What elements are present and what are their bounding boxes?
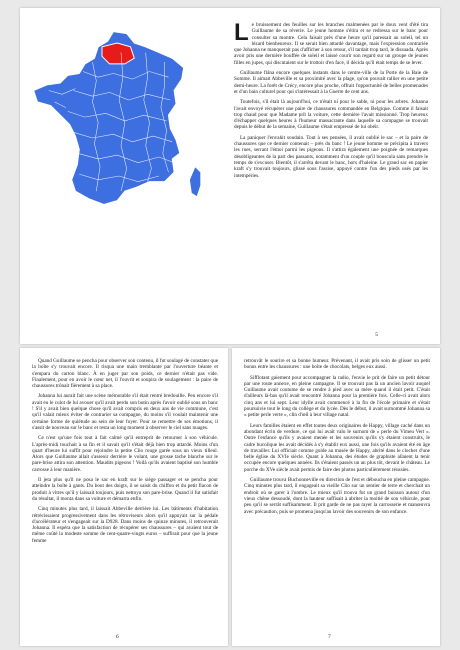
paragraph: Cinq minutes plus tard, il laissait Abbeville derrière lui. Les bâtiments d'habitation rétrécissaient progressivement dans les rétroviseurs alors qu'il appuyait sur la pédale d'accélérateur et s'engageait sur la D928. Dans moins de quinze minutes, il retrouverait Johanna. Il espéra que la satisfaction de récupérer ses chaussures – qui avaient tout de même coûté la modeste somme de cent-quatre-vingts euros – suffirait pour que la jeune femme (32, 506, 218, 544)
paragraph: Le bruissement des feuilles sur les branches malmenées par le doux vent d'été tira Guillaume de sa rêverie. Le jeune homme s'étira et se redressa sur le banc pour consulter sa montre. Cela faisait près d'une heure qu'il paressait au soleil, tel un lézard bienheureux. Il se serait bien attardé davantage, mais l'expression contrariée que Johanna ne manquerait pas d'afficher à son retour, s'il tardait trop tard, le dissuada. Après avoir pris une dernière bouffée de soleil et laissé courir son regard sur un groupe de jeunes filles en jupes, qui discutaient sur le trottoir d'en face, il décida qu'il était temps de se lever. (234, 19, 428, 66)
paragraph: retrouvât le sourire et sa bonne humeur. Prévenant, il avait pris soin de glisser un petit bonus entre les chaussures : une boîte de chocolats, belges eux aussi. (244, 358, 430, 371)
paragraph: Il jeta plus qu'il ne posa le sac en kraft sur le siège passager et se pencha pour atteindre la boîte à gants. Du bout des doigts, il se saisit du chiffon et du petit flacon de produit à vitres qu'il y laissait toujours, puis nettoya son pare-brise. Quand il fut satisfait du résultat, il monta dans sa voiture et démarra enfin. (32, 477, 218, 502)
paragraph: Guillaume trouva Buchonneville en direction de l'est et déboucha en pleine campagne. Cinq minutes plus tard, il engageait sa vieille Clio sur un sentier de terre et cherchait un endroit où se garer à l'ombre. Le mieux qu'il trouva fut un grand buisson autour d'un vieux chêne dessoudé, dont la hauteur suffisait à abriter la moitié de son véhicule, pour peu qu'il se serrât suffisamment. Il prit garde de ne pas rayer la carrosserie et manœuvra avec précaution, puis se promena jusqu'au lavoir des souvenirs de son enfance. (244, 477, 430, 515)
page-number: 7 (328, 634, 331, 640)
page-number: 6 (116, 634, 119, 640)
highlighted-department-somme (102, 43, 134, 64)
paragraph: Toutefois, s'il était là aujourd'hui, ce n'était ni pour le sable, ni pour les arbres. Johanna l'avait envoyé récupérer une paire de chaussures commandée en Belgique. Comme il faisait trop chaud pour que Madame prît la voiture, cette dernière l'avait missionné. Trop heureux d'échapper quelques heures à l'humeur massacrante dans laquelle sa compagne se trouvait depuis le début de la semaine, Guillaume s'était empressé de lui obéir. (234, 99, 428, 131)
paragraph: Ce n'est qu'une fois tout à fait calmé qu'il entreprit de retourner à son véhicule. L'après-midi touchait à sa fin et il savait qu'il s'était déjà bien trop attardé. Moins d'un quart d'heure lui suffit pour rejoindre la petite Clio rouge garée sous un vieux tilleul. Alors que Guillaume allait s'asseoir derrière le volant, une grosse tache blanche sur le pare-brise attira son attention. Maudits pigeons ! Voilà qu'ils avaient baptisé son humble carrosse à leur manière. (32, 435, 218, 473)
paragraph: Quand Guillaume se pencha pour observer son contenu, il fut soulagé de constater que la boîte s'y trouvait encore. Il risqua une main tremblante par l'ouverture béante et s'empara du carton blanc. À en juger par son poids, ce dernier n'était pas vide. Finalement, pour en avoir le cœur net, il l'ouvrit et soupira de soulagement : la paire de chaussures trônait fièrement à sa place. (32, 358, 218, 390)
paragraph: La paniquer l'envahit soudain. Tout à ses pensées, il avait oublié le sac – et la paire de chaussures que ce dernier contenait – près du banc ! Le jeune homme se précipita à travers les rues, serrant l'émoi parmi les pigeons. Il s'attira également une poignée de remarques désobligeantes de la part des passants, notamment d'un couple qu'il bouscula sans prendre le temps de s'excuser. Bientôt, il s'arrêta devant le banc, hors d'haleine. Le grand sac en papier kraft s'y trouvait toujours, glissé sous l'assise, appuyé contre l'un des pieds usés par les intempéries. (234, 134, 428, 179)
drop-cap: L (234, 19, 249, 46)
page-6-text-column (32, 358, 218, 630)
map-of-france (26, 24, 216, 214)
page-7-text-column (244, 358, 430, 630)
paragraph: Guillaume flâna encore quelques instants dans le centre-ville de la Porte de la Baie de Somme. Il aimait Abbeville et sa proximité avec la plage, qu'on pouvait rallier en une petite demi-heure. La forêt de Crécy, encore plus proche, offrait l'opportunité de belles promenades et d'un bain culturel pour qui s'intéressait à la Guerre de cent ans. (234, 70, 428, 95)
page-6 (20, 348, 228, 646)
paragraph: Johanna lui aurait fait une scène mémorable s'il était rentré bredouille. Peu encore s'il avait eu le culot de lui avouer qu'il avait perdu son butin après l'avoir oublié sous un banc ! S'il y avait bien quelque chose qu'il avait compris en deux ans de vie commune, c'est qu'il valait mieux éviter de contrarier sa compagne, du moins s'il voulait maintenir une certaine forme de quiétude au sein de leur foyer. Pour se remettre de ses émotions, il s'assit de nouveau sur le banc et resta un long moment à observer le ciel sans nuages. (32, 393, 218, 431)
page-7 (232, 348, 440, 646)
paragraph: Leurs familles étaient en effet toutes deux originaires de Happy, village caché dans un abondant écrin de verdure, ce qui lui avait valu le surnom de « perle du Vimeu Vert ». Outre l'enfance qu'ils y avaient menée et les souvenirs qu'ils s'y étaient construits, le cadre bucolique les avait décidés à s'y établir eux aussi, une fois qu'ils avaient été en âge de travailler. Lui officiait comme guide au musée de Happy, abrité dans le clocher d'une belle église du XVIe siècle. Quant à Johanna, des études de graphiste allaient la tenir occupée encore quelques années. Ils s'étaient passés un an plus tôt, devant le château. Le porche du XVe siècle avait permis de faire des photos particulièrement réussies. (244, 422, 430, 473)
page-5-text-column (234, 19, 428, 320)
page-5 (20, 8, 440, 344)
paragraph: Sifflotant gaiement pour accompagner la radio, l'envie le prit de faire un petit détour par une route annexe, en pleine campagne. Il se trouvait pas là un ancien lavoir auquel Guillaume avait coutume de se rendre à pied avec sa mère quand il était petit. C'était d'ailleurs là-bas qu'il avait rencontré Johanna pour la première fois. Celle-ci avait alors cinq ans et lui sept. Leur idylle avait commencé à la fin de l'école primaire et s'était poursuivie tout le long du collège et du lycée. Dès le début, il avait surnommé Johanna sa « petite perle verte », clin d'œil à leur village natal. (244, 374, 430, 419)
corsica-shape (189, 167, 200, 197)
page-number: 5 (375, 332, 378, 338)
